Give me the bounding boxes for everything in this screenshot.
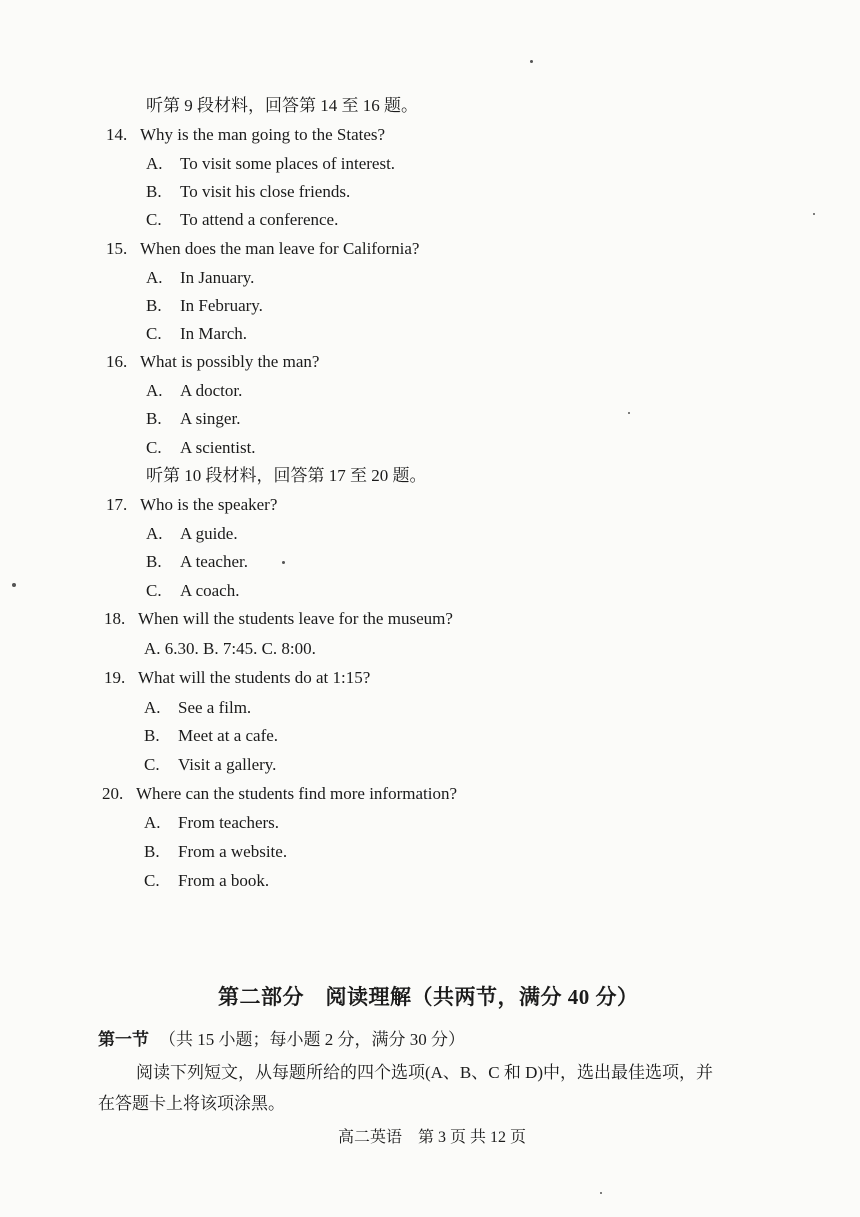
option-text: See a film. [178,698,252,717]
option-text: In March. [180,324,248,343]
option-letter: C. [144,871,160,890]
option-letter: A. [146,524,163,543]
section-10-instruction: 听第 10 段材料，回答第 17 至 20 题。 [146,466,427,485]
scan-speck [12,583,16,587]
question-number: 16. [106,352,128,371]
reading-instructions-line-1: 阅读下列短文，从每题所给的四个选项(A、B、C 和 D)中，选出最佳选项，并 [136,1063,714,1082]
question-text: What is possibly the man? [140,352,320,371]
scan-speck [600,1192,602,1194]
option-letter: A. [146,268,163,287]
question-number: 14. [106,125,128,144]
option-letter: A. [144,698,161,717]
option-letter: C. [146,210,162,229]
option-text: A singer. [180,409,241,428]
option-text: To attend a conference. [180,210,339,229]
option-letter: C. [146,581,162,600]
option-16-b [146,408,240,430]
option-14-b [146,181,350,203]
question-number: 20. [102,784,124,803]
option-17-b [146,551,248,573]
page-footer: 高二英语 第 3 页 共 12 页 [338,1129,527,1146]
scan-speck [813,213,815,215]
options-18-inline: A. 6.30. B. 7:45. C. 8:00. [144,639,316,658]
option-text: From a website. [178,842,288,861]
option-19-a [144,697,251,719]
option-19-c [144,754,276,776]
question-16 [106,351,319,373]
question-text: Where can the students find more information? [136,784,457,803]
option-letter: C. [146,324,162,343]
question-19 [104,667,370,689]
question-17 [106,494,277,516]
scan-speck [628,412,630,414]
question-text: When will the students leave for the museum? [138,609,453,628]
option-text: Visit a gallery. [178,755,277,774]
option-text: To visit his close friends. [180,182,351,201]
option-letter: C. [146,438,162,457]
option-20-b [144,841,287,863]
reading-instructions-line-2: 在答题卡上将该项涂黑。 [98,1094,285,1113]
option-16-c [146,437,256,459]
option-text: A scientist. [180,438,256,457]
option-text: A guide. [180,524,238,543]
option-19-b [144,725,278,747]
option-letter: A. [146,154,163,173]
option-15-c [146,323,247,345]
option-text: A coach. [180,581,240,600]
question-14 [106,124,385,146]
option-letter: C. [144,755,160,774]
option-16-a [146,380,242,402]
question-18 [104,608,453,630]
option-letter: B. [144,842,160,861]
option-text: A teacher. [180,552,248,571]
section-9-instruction: 听第 9 段材料，回答第 14 至 16 题。 [146,96,418,115]
part-2-title: 第二部分 阅读理解（共两节，满分 40 分） [218,985,639,1009]
option-letter: B. [146,409,162,428]
option-20-a [144,812,279,834]
option-letter: A. [146,381,163,400]
option-14-c [146,209,338,231]
option-letter: B. [146,182,162,201]
option-letter: A. [144,813,161,832]
question-text: Why is the man going to the States? [140,125,386,144]
option-text: In January. [180,268,255,287]
option-letter: B. [146,552,162,571]
question-number: 19. [104,668,126,687]
option-text: A doctor. [180,381,243,400]
question-15 [106,238,419,260]
subsection-note: （共 15 小题；每小题 2 分，满分 30 分） [159,1030,465,1049]
scan-speck [530,60,533,63]
option-17-a [146,523,238,545]
option-letter: B. [146,296,162,315]
question-text: What will the students do at 1:15? [138,668,371,687]
option-14-a [146,153,395,175]
question-text: When does the man leave for California? [140,239,420,258]
option-15-a [146,267,254,289]
question-number: 17. [106,495,128,514]
option-letter: B. [144,726,160,745]
option-15-b [146,295,263,317]
option-text: To visit some places of interest. [180,154,396,173]
subsection-label: 第一节 [98,1030,149,1049]
question-text: Who is the speaker? [140,495,278,514]
question-number: 15. [106,239,128,258]
option-text: In February. [180,296,263,315]
option-text: Meet at a cafe. [178,726,279,745]
question-20 [102,783,457,805]
question-number: 18. [104,609,126,628]
subsection-header [98,1029,465,1051]
option-20-c [144,870,269,892]
option-17-c [146,580,239,602]
option-text: From a book. [178,871,270,890]
option-text: From teachers. [178,813,280,832]
scan-speck [282,561,285,564]
